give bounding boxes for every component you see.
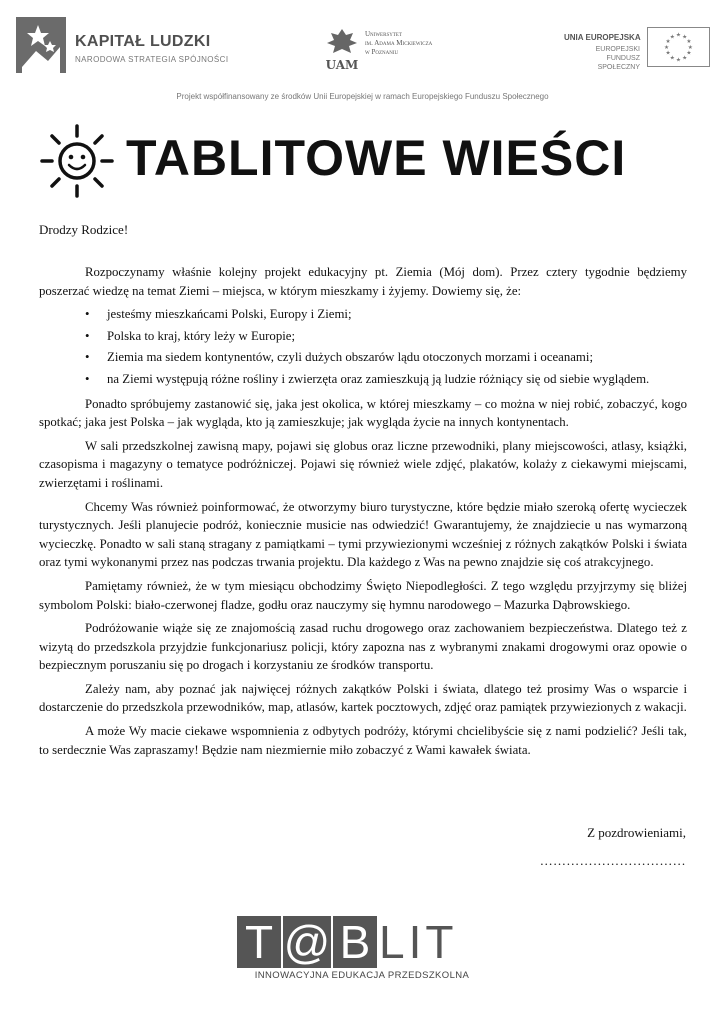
paragraph: Ponadto spróbujemy zastanowić się, jaka jest okolica, w której mieszkamy – co można w niej robić, zobaczyć, kogo spotkać; jaka jest Polska – jak wygląda, kto ją zamieszkuje; jak wygląda życie na innych kontynentach.	[39, 396, 687, 430]
closing: Z pozdrowieniami,	[587, 825, 686, 840]
tablit-logo	[237, 916, 487, 968]
paragraph: W sali przedszkolnej zawisną mapy, pojawi się globus oraz liczne przewodniki, plany miejscowości, atlasy, książki, czasopisma i magazyny o tematyce podróżniczej. Pojawi się również wiele zdjęć, plakatów, kolaży z ciekawymi miejscami, zwierzętami i roślinami.	[39, 438, 687, 490]
ue-title: UNIA EUROPEJSKA	[564, 33, 641, 42]
letter-body	[39, 263, 687, 764]
topics-list	[39, 305, 687, 388]
paragraph: Podróżowanie wiąże się ze znajomością zasad ruchu drogowego oraz zachowaniem bezpieczeństwa. Dlatego też z wizytą do przedszkola przyjdzie funkcjonariusz policji, który zapozna nas z wybranymi znakami drogowymi oraz opowie o bezpiecznym poruszaniu się po drogach i korzystaniu ze środków transportu.	[39, 621, 687, 673]
svg-text:★: ★	[665, 39, 671, 46]
sun-icon	[38, 122, 116, 200]
ue-subtitle	[574, 45, 640, 72]
tablit-logo-at: @	[283, 916, 331, 968]
kapital-ludzki-subtitle: NARODOWA STRATEGIA SPÓJNOŚCI	[75, 55, 229, 64]
list-item: • Polska to kraj, który leży w Europie;	[39, 327, 687, 346]
svg-text:★: ★	[669, 55, 675, 62]
uam-name	[365, 30, 432, 57]
ue-line-1: EUROPEJSKI	[595, 46, 640, 53]
svg-text:★: ★	[675, 57, 682, 64]
bullet: •	[85, 371, 90, 386]
svg-text:★: ★	[675, 32, 682, 39]
uam-mark: UAM	[325, 58, 359, 72]
eu-flag-icon	[647, 27, 710, 67]
intro-paragraph: Rozpoczynamy właśnie kolejny projekt edukacyjny pt. Ziemia (Mój dom). Przez cztery tygodnie będziemy poszerzać wiedzę na temat Ziemi – miejsca, w którym mieszkamy i żyjemy. Dowiemy się, że:	[39, 265, 687, 298]
tablit-tagline: INNOWACYJNA EDUKACJA PRZEDSZKOLNA	[254, 970, 470, 981]
svg-text:★: ★	[686, 50, 692, 57]
svg-text:★: ★	[682, 34, 688, 41]
list-item: • jesteśmy mieszkańcami Polski, Europy i Ziemi;	[39, 305, 687, 324]
svg-text:★: ★	[665, 50, 671, 57]
paragraph: Zależy nam, aby poznać jak najwięcej różnych zakątków Polski i świata, dlatego też prosimy Was o wsparcie i dostarczenie do przedszkola przewodników, map, atlasów, kartek pocztowych, zdjęć oraz pamiątek przywiezionych z wakacji.	[39, 681, 687, 715]
tablit-logo-lit: LIT	[379, 916, 458, 968]
paragraph: A może Wy macie ciekawe wspomnienia z odbytych podróży, którymi chcielibyście się z nami podzielić? Jeśli tak, to serdecznie Was zapraszamy! Będzie nam niezmiernie miło zobaczyć z Wami kawałek świata.	[39, 724, 687, 757]
svg-text:★: ★	[669, 34, 675, 41]
uam-line-2: im. Adama Mickiewicza	[365, 39, 433, 47]
paragraph: Chcemy Was również poinformować, że otworzymy biuro turystyczne, które będzie miało szeroką ofertę wycieczek turystycznych. Jeśli planujecie podróż, koniecznie musicie nas odwiedzić! Gwarantujemy, że znajdziecie u nas wymarzoną wycieczkę. Ponadto w sali staną stragany z pamiątkami – tymi przywiezionymi wcześniej z różnych zakątków Polski i świata oraz tymi wykonanymi przez nas podczas trwania projektu. Dla każdego z Was na pewno znajdzie się coś atrakcyjnego.	[39, 499, 687, 570]
svg-text:★: ★	[687, 44, 693, 51]
bullet: •	[85, 307, 90, 322]
kapital-ludzki-logo-icon	[16, 17, 66, 73]
signature-line: ……………………………	[539, 853, 686, 868]
cofinance-note: Projekt współfinansowany ze środków Unii Europejskiej w ramach Europejskiego Funduszu Społecznego	[176, 92, 549, 101]
uam-line-3: w Poznaniu	[365, 48, 399, 56]
bullet: •	[85, 328, 90, 343]
list-item: • na Ziemi występują różne rośliny i zwierzęta oraz zamieszkują ją ludzie różniący się od siebie wyglądem.	[39, 370, 687, 389]
svg-text:★: ★	[686, 39, 692, 46]
kapital-ludzki-title: KAPITAŁ LUDZKI	[75, 33, 211, 50]
svg-text:★: ★	[664, 44, 670, 51]
svg-text:★: ★	[682, 55, 688, 62]
greeting: Drodzy Rodzice!	[39, 222, 129, 237]
bullet: •	[85, 350, 90, 365]
uam-eagle-icon	[323, 27, 361, 73]
uam-line-1: Uniwersytet	[365, 30, 402, 38]
newsletter-title: TABLITOWE WIEŚCI	[126, 130, 627, 186]
tablit-logo-b: B	[333, 916, 377, 968]
list-item: • Ziemia ma siedem kontynentów, czyli dużych obszarów lądu otoczonych morzami i oceanami;	[39, 348, 687, 367]
tablit-logo-t: T	[237, 916, 281, 968]
paragraph: Pamiętamy również, że w tym miesiącu obchodzimy Święto Niepodległości. Z tego względu przyjrzymy się bliżej symbolom Polski: biało-czerwonej fladze, godłu oraz nauczymy się hymnu narodowego – Mazurka Dąbrowskiego.	[39, 578, 687, 612]
ue-line-2: FUNDUSZ SPOŁECZNY	[597, 55, 640, 71]
